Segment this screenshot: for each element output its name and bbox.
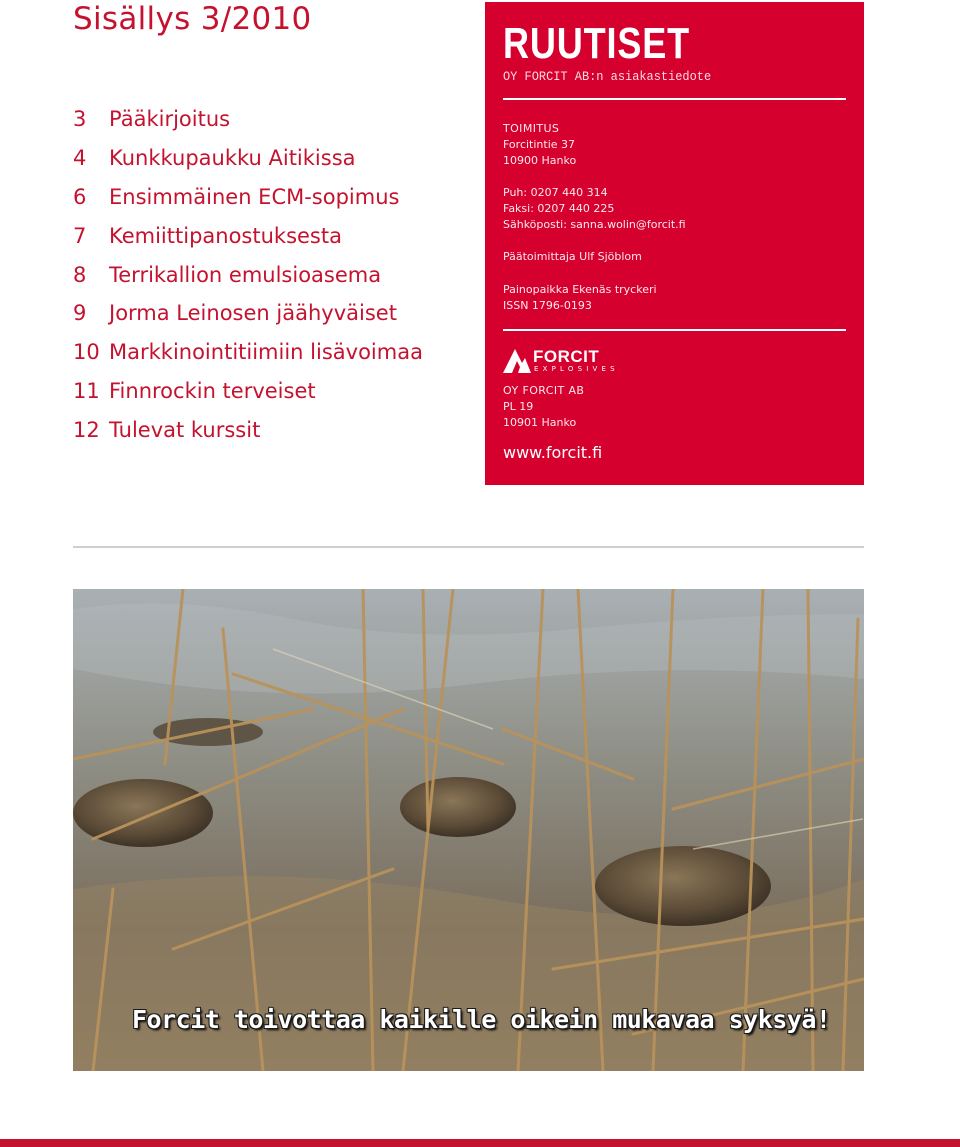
forcit-mountain-icon [503,349,531,373]
masthead-panel [485,2,864,485]
toc-item-title: Kemiittipanostuksesta [109,223,342,248]
footer-bar [0,1139,960,1147]
toc-page-number: 8 [73,262,87,287]
editorial-heading: TOIMITUS [503,122,560,135]
forcit-logo [503,347,619,377]
logo-subtitle: EXPLOSIVES [534,365,619,373]
toc-item[interactable] [73,255,423,294]
email-address[interactable]: Sähköposti: sanna.wolin@forcit.fi [503,218,686,231]
toc-page-number: 4 [73,146,87,171]
toc-page-number: 12 [73,417,100,442]
toc-item-title: Jorma Leinosen jäähyväiset [109,301,397,326]
toc-item[interactable] [73,372,423,411]
toc-item-title: Finnrockin terveiset [109,378,316,403]
masthead-subtitle: OY FORCIT AB:n asiakastiedote [503,69,712,84]
toc-item-title: Tulevat kurssit [109,417,261,442]
company-city: 10901 Hanko [503,416,577,429]
toc-item[interactable] [73,294,423,333]
lake-reeds-photo [73,589,864,1071]
photo-caption: Forcit toivottaa kaikille oikein mukavaa syksyä! [132,1005,831,1034]
toc-item[interactable] [73,216,423,255]
toc-page-number: 9 [73,301,87,326]
toc-list [73,100,423,449]
editor-in-chief: Päätoimittaja Ulf Sjöblom [503,250,642,263]
issn: ISSN 1796-0193 [503,299,592,312]
toc-item-title: Kunkkupaukku Aitikissa [109,146,356,171]
toc-page-number: 11 [73,378,100,403]
fax-number: Faksi: 0207 440 225 [503,202,615,215]
toc-item-title: Markkinointitiimiin lisävoimaa [109,340,423,365]
toc-item[interactable] [73,410,423,449]
toc-title: Sisällys 3/2010 [73,1,312,37]
phone-number: Puh: 0207 440 314 [503,186,608,199]
toc-item[interactable] [73,333,423,372]
company-po-box: PL 19 [503,400,534,413]
toc-item-title: Pääkirjoitus [109,107,231,132]
photo-illustration [73,589,864,1071]
masthead-divider [503,329,846,331]
masthead-title: RUUTISET [503,19,690,68]
company-name: OY FORCIT AB [503,384,585,397]
toc-page-number: 7 [73,223,87,248]
section-divider [73,546,864,548]
toc-item-title: Ensimmäinen ECM-sopimus [109,184,400,209]
toc-item[interactable] [73,139,423,178]
toc-page-number: 3 [73,107,87,132]
toc-item[interactable] [73,178,423,217]
website-link[interactable]: www.forcit.fi [503,443,603,462]
masthead-divider [503,98,846,100]
printer: Painopaikka Ekenäs tryckeri [503,283,657,296]
editorial-address-city: 10900 Hanko [503,154,577,167]
logo-wordmark: FORCIT [533,347,600,366]
toc-page-number: 6 [73,184,87,209]
toc-item-title: Terrikallion emulsioasema [109,262,382,287]
editorial-address-street: Forcitintie 37 [503,138,576,151]
toc-item[interactable] [73,100,423,139]
toc-page-number: 10 [73,340,100,365]
